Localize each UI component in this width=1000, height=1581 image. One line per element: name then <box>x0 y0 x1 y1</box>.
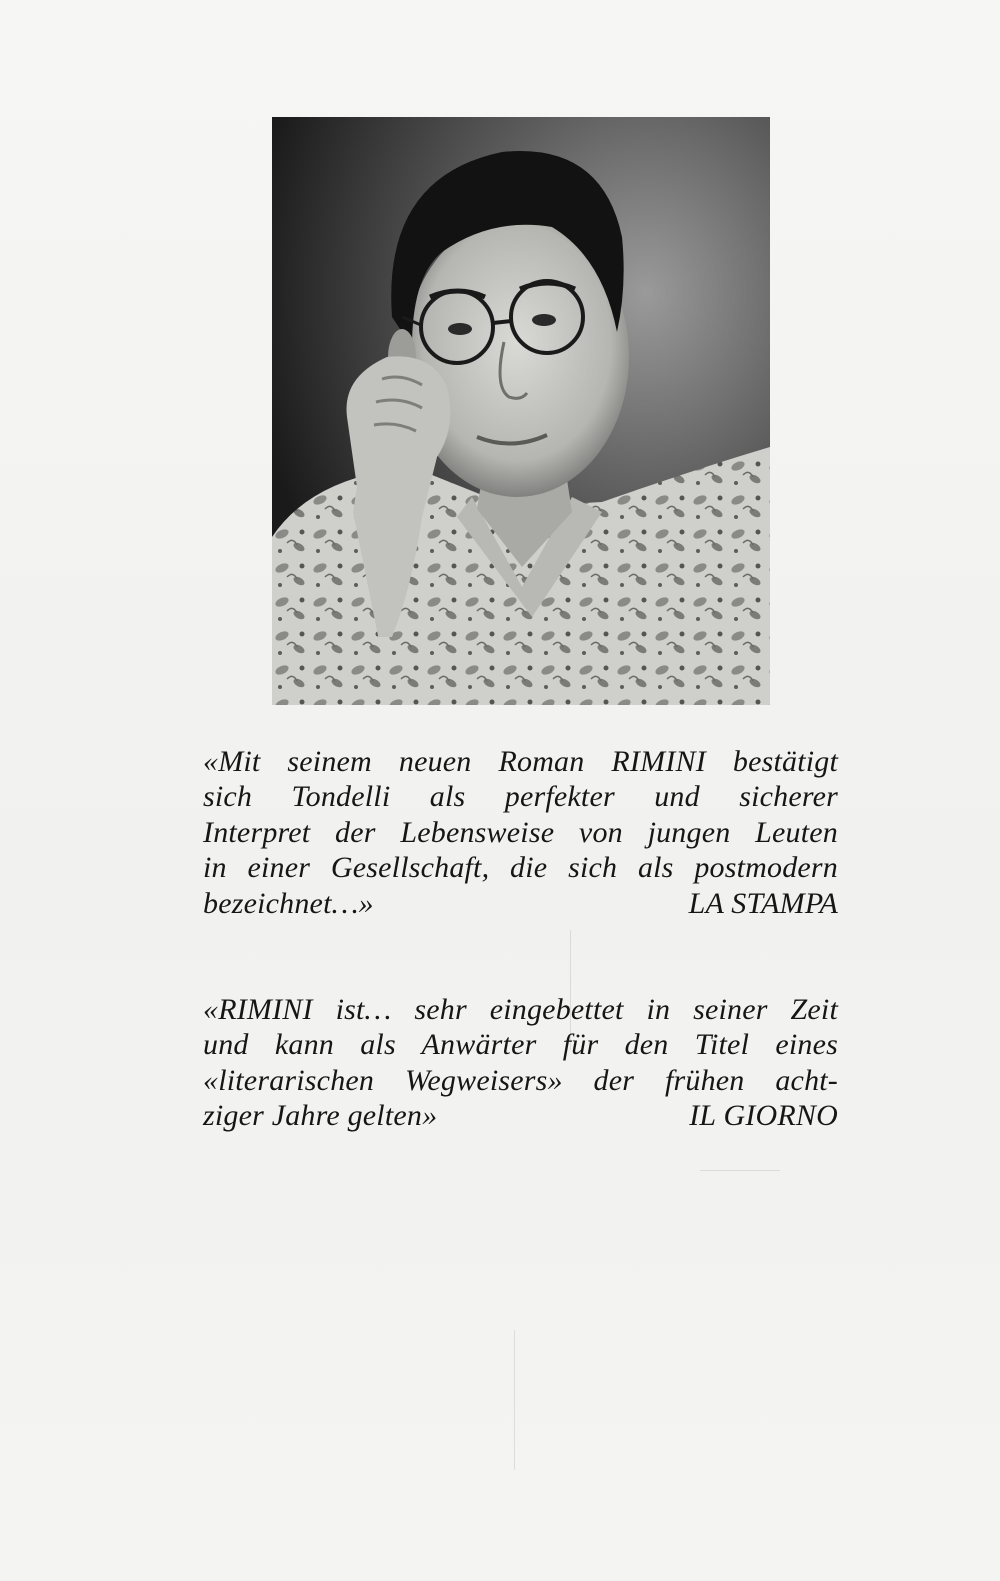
quote-line: und kann als Anwärter für den Titel eines <box>203 1028 838 1062</box>
quote-source: LA STAMPA <box>688 886 838 920</box>
quote-last-line <box>203 886 838 921</box>
author-portrait-photo <box>272 117 770 705</box>
quote-line: «literarischen Wegweisers» der frühen acht- <box>203 1063 838 1097</box>
portrait-photo-icon <box>272 117 770 705</box>
quote-line: Interpret der Lebensweise von jungen Leuten <box>203 815 838 849</box>
quote-line: bezeichnet…» <box>203 886 374 920</box>
review-quote-il-giorno <box>203 992 838 1134</box>
quote-line: ziger Jahre gelten» <box>203 1099 438 1133</box>
quote-line: sich Tondelli als perfekter und sicherer <box>203 780 838 814</box>
quote-line: in einer Gesellschaft, die sich als postmodern <box>203 851 838 885</box>
quote-line: «RIMINI ist… sehr eingebettet in seiner Zeit <box>203 993 838 1026</box>
quote-source: IL GIORNO <box>689 1099 838 1133</box>
quote-last-line <box>203 1098 838 1133</box>
paper-scratch <box>514 1330 515 1470</box>
quote-line: «Mit seinem neuen Roman RIMINI bestätigt <box>203 745 838 778</box>
paper-scratch <box>700 1170 780 1171</box>
review-quote-la-stampa <box>203 744 838 921</box>
